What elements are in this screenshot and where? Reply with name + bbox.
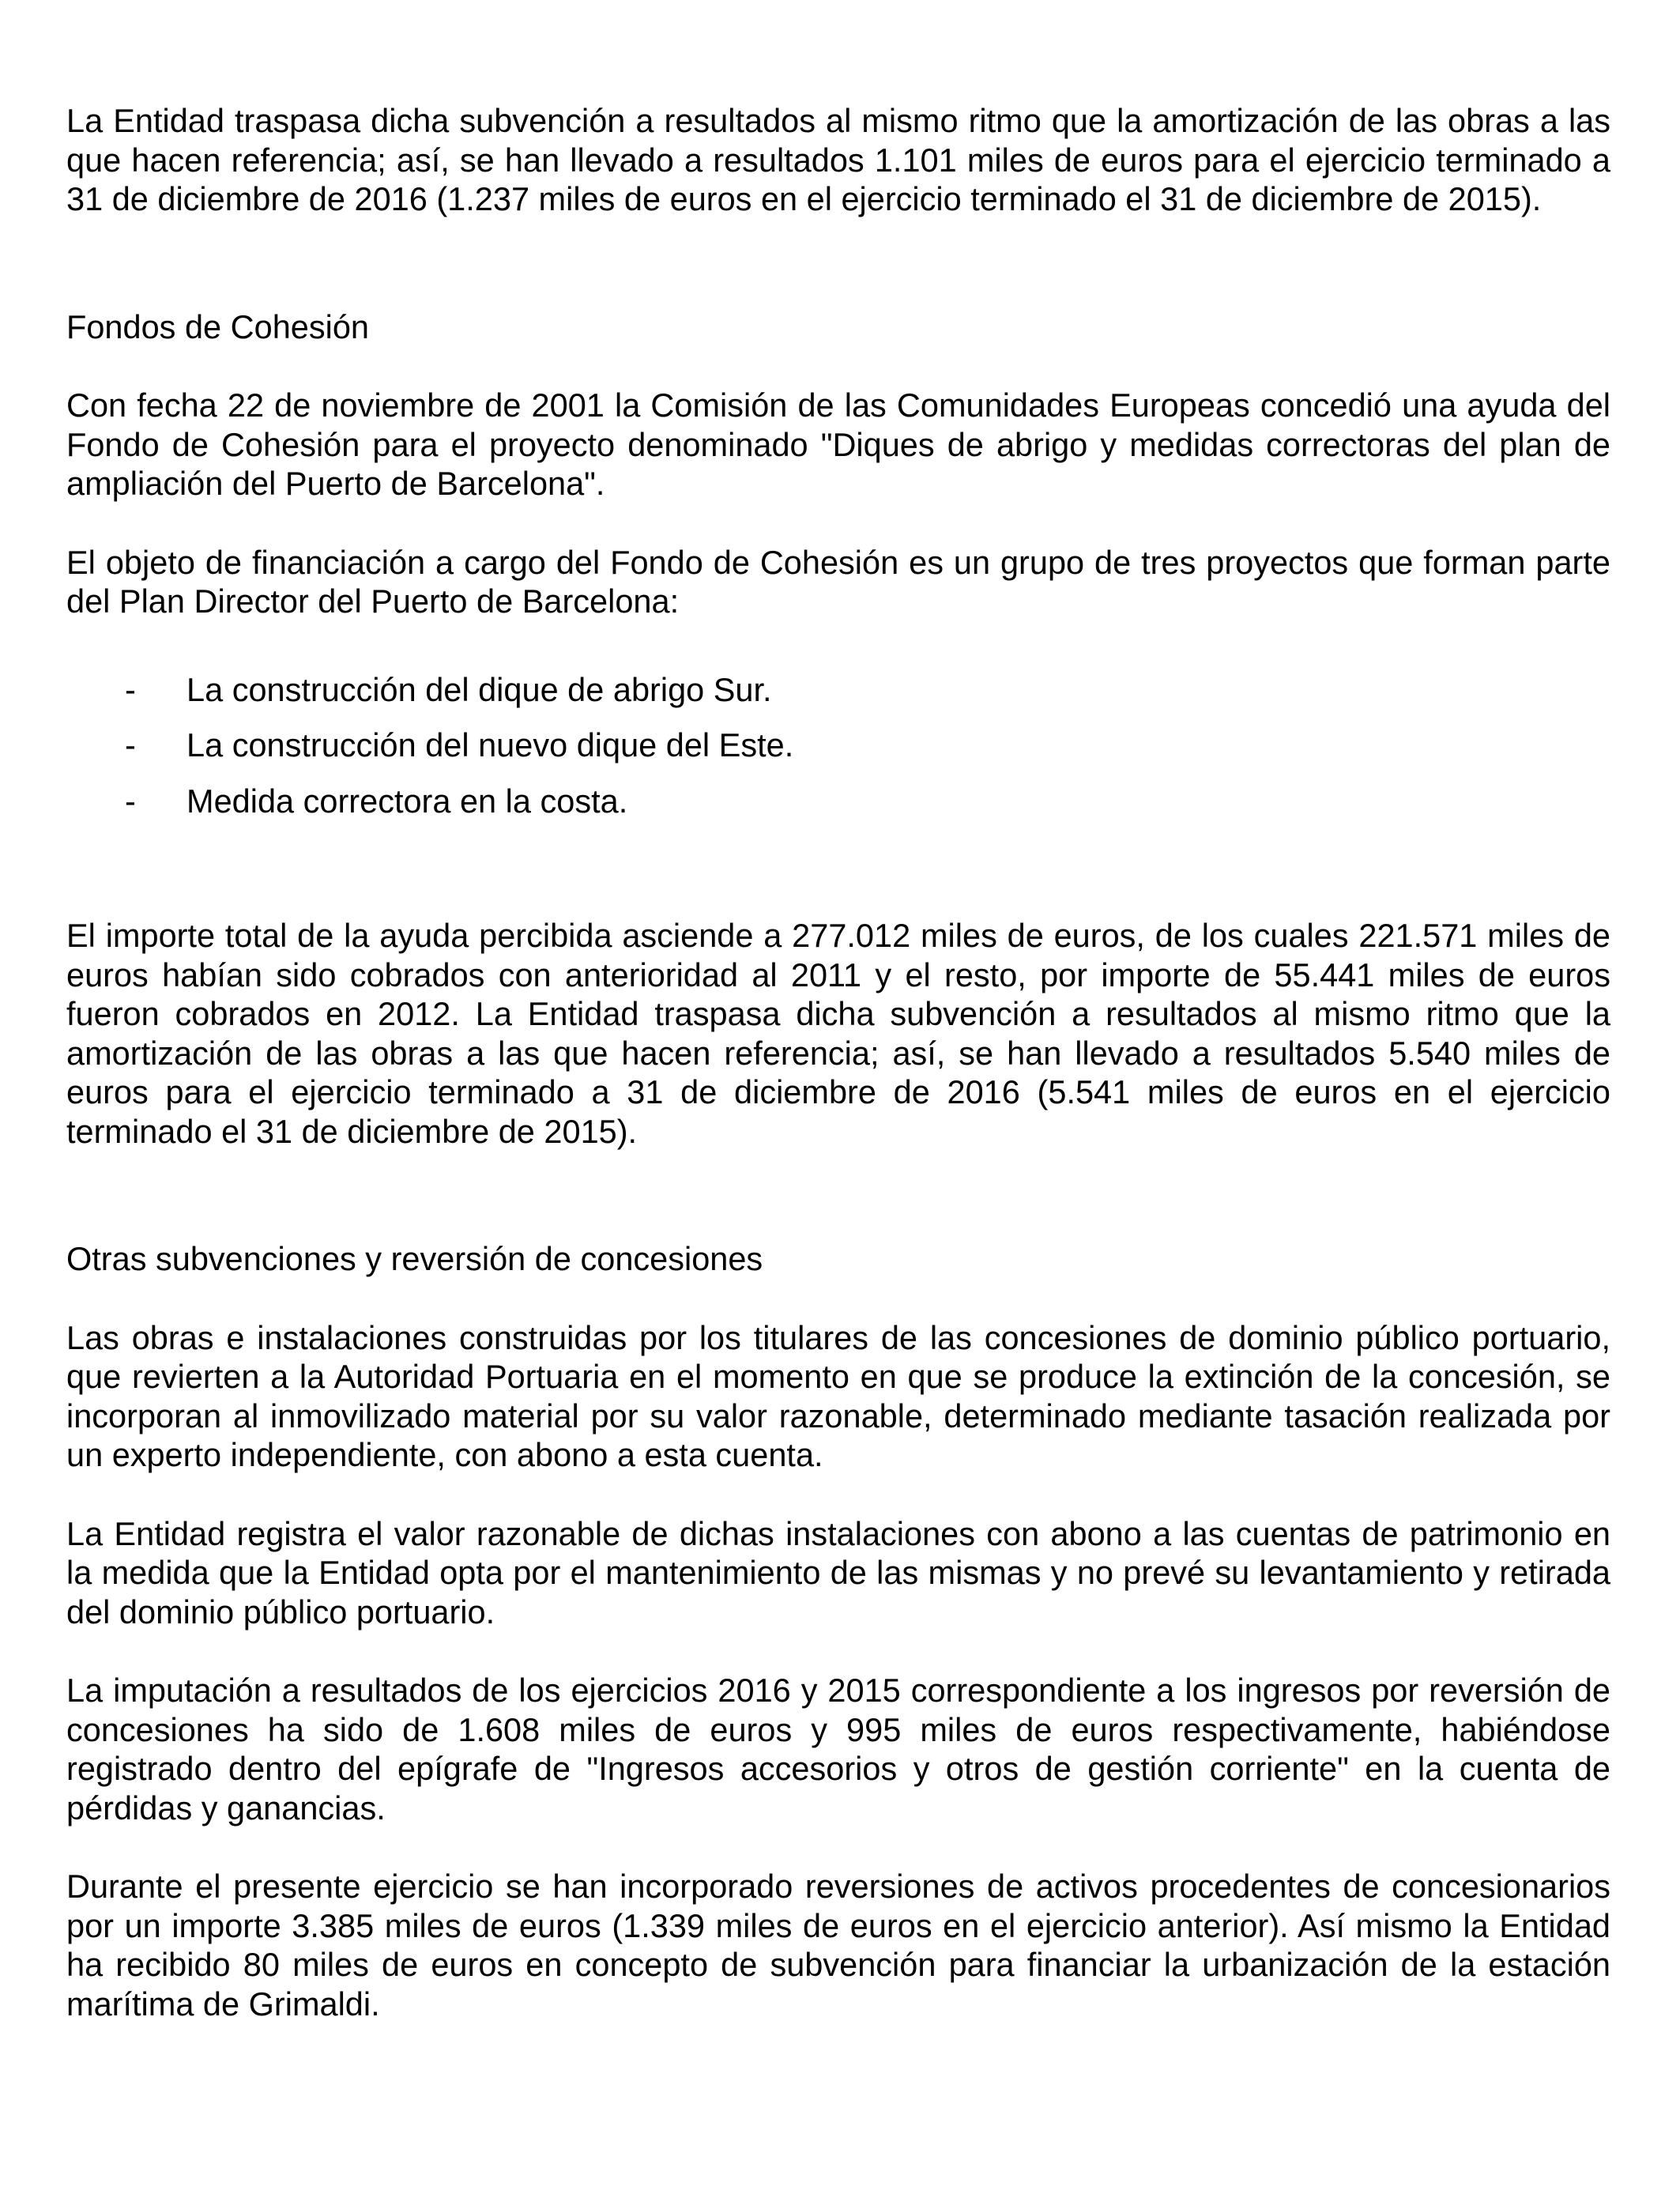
heading-otras-subvenciones: Otras subvenciones y reversión de concesiones <box>66 1240 763 1277</box>
paragraph-traspaso-subvencion: La Entidad traspasa dicha subvención a resultados al mismo ritmo que la amortización de las obras a las que hacen referencia; así, se han llevado a resultados 1.101 miles de euros para el ejercicio terminado a 31 de diciembre de 2016 (1.237 miles de euros en el ejercicio terminado el 31 de diciembre de 2015). <box>66 102 1610 217</box>
list-item <box>66 726 1610 765</box>
paragraph-ayuda-fondo-cohesion: Con fecha 22 de noviembre de 2001 la Comisión de las Comunidades Europeas concedió una ayuda del Fondo de Cohesión para el proyecto denominado "Diques de abrigo y medidas correctoras del plan de ampliación del Puerto de Barcelona". <box>66 386 1610 502</box>
paragraph-importe-total-ayuda: El importe total de la ayuda percibida asciende a 277.012 miles de euros, de los cuales 221.571 miles de euros habían sido cobrados con anterioridad al 2011 y el resto, por importe de 55.441 miles de euros fueron cobrados en 2012. La Entidad traspasa dicha subvención a resultados al mismo ritmo que la amortización de las obras a las que hacen referencia; así, se han llevado a resultados 5.540 miles de euros para el ejercicio terminado a 31 de diciembre de 2016 (5.541 miles de euros en el ejercicio terminado el 31 de diciembre de 2015). <box>66 917 1610 1150</box>
project-list <box>66 670 1610 821</box>
heading-fondos-cohesion: Fondos de Cohesión <box>66 307 369 345</box>
list-item-text: Medida correctora en la costa. <box>186 782 628 820</box>
bullet-dash: - <box>125 782 136 820</box>
paragraph-reversiones-activos: Durante el presente ejercicio se han incorporado reversiones de activos procedentes de concesionarios por un importe 3.385 miles de euros (1.339 miles de euros en el ejercicio anterior). Así mismo la Entidad ha recibido 80 miles de euros en concepto de subvención para financiar la urbanización de la estación marítima de Grimaldi. <box>66 1868 1610 2022</box>
paragraph-imputacion-resultados: La imputación a resultados de los ejercicios 2016 y 2015 correspondiente a los ingresos por reversión de concesiones ha sido de 1.608 miles de euros y 995 miles de euros respectivamente, habiéndose registrado dentro del epígrafe de "Ingresos accesorios y otros de gestión corriente" en la cuenta de pérdidas y ganancias. <box>66 1672 1610 1826</box>
paragraph-valor-razonable: La Entidad registra el valor razonable de dichas instalaciones con abono a las cuentas de patrimonio en la medida que la Entidad opta por el mantenimiento de las mismas y no prevé su levantamiento y retirada del dominio público portuario. <box>66 1514 1610 1630</box>
bullet-dash: - <box>125 670 136 708</box>
list-item-text: La construcción del dique de abrigo Sur. <box>186 670 772 708</box>
document-page <box>66 101 1610 2023</box>
list-item <box>66 782 1610 821</box>
bullet-dash: - <box>125 726 136 763</box>
list-item-text: La construcción del nuevo dique del Este. <box>186 726 794 763</box>
list-item <box>66 670 1610 710</box>
paragraph-obras-instalaciones: Las obras e instalaciones construidas por los titulares de las concesiones de dominio público portuario, que revierten a la Autoridad Portuaria en el momento en que se produce la extinción de la concesión, se incorporan al inmovilizado material por su valor razonable, determinado mediante tasación realizada por un experto independiente, con abono a esta cuenta. <box>66 1318 1610 1473</box>
paragraph-objeto-financiacion: El objeto de financiación a cargo del Fondo de Cohesión es un grupo de tres proyectos que forman parte del Plan Director del Puerto de Barcelona: <box>66 543 1610 620</box>
